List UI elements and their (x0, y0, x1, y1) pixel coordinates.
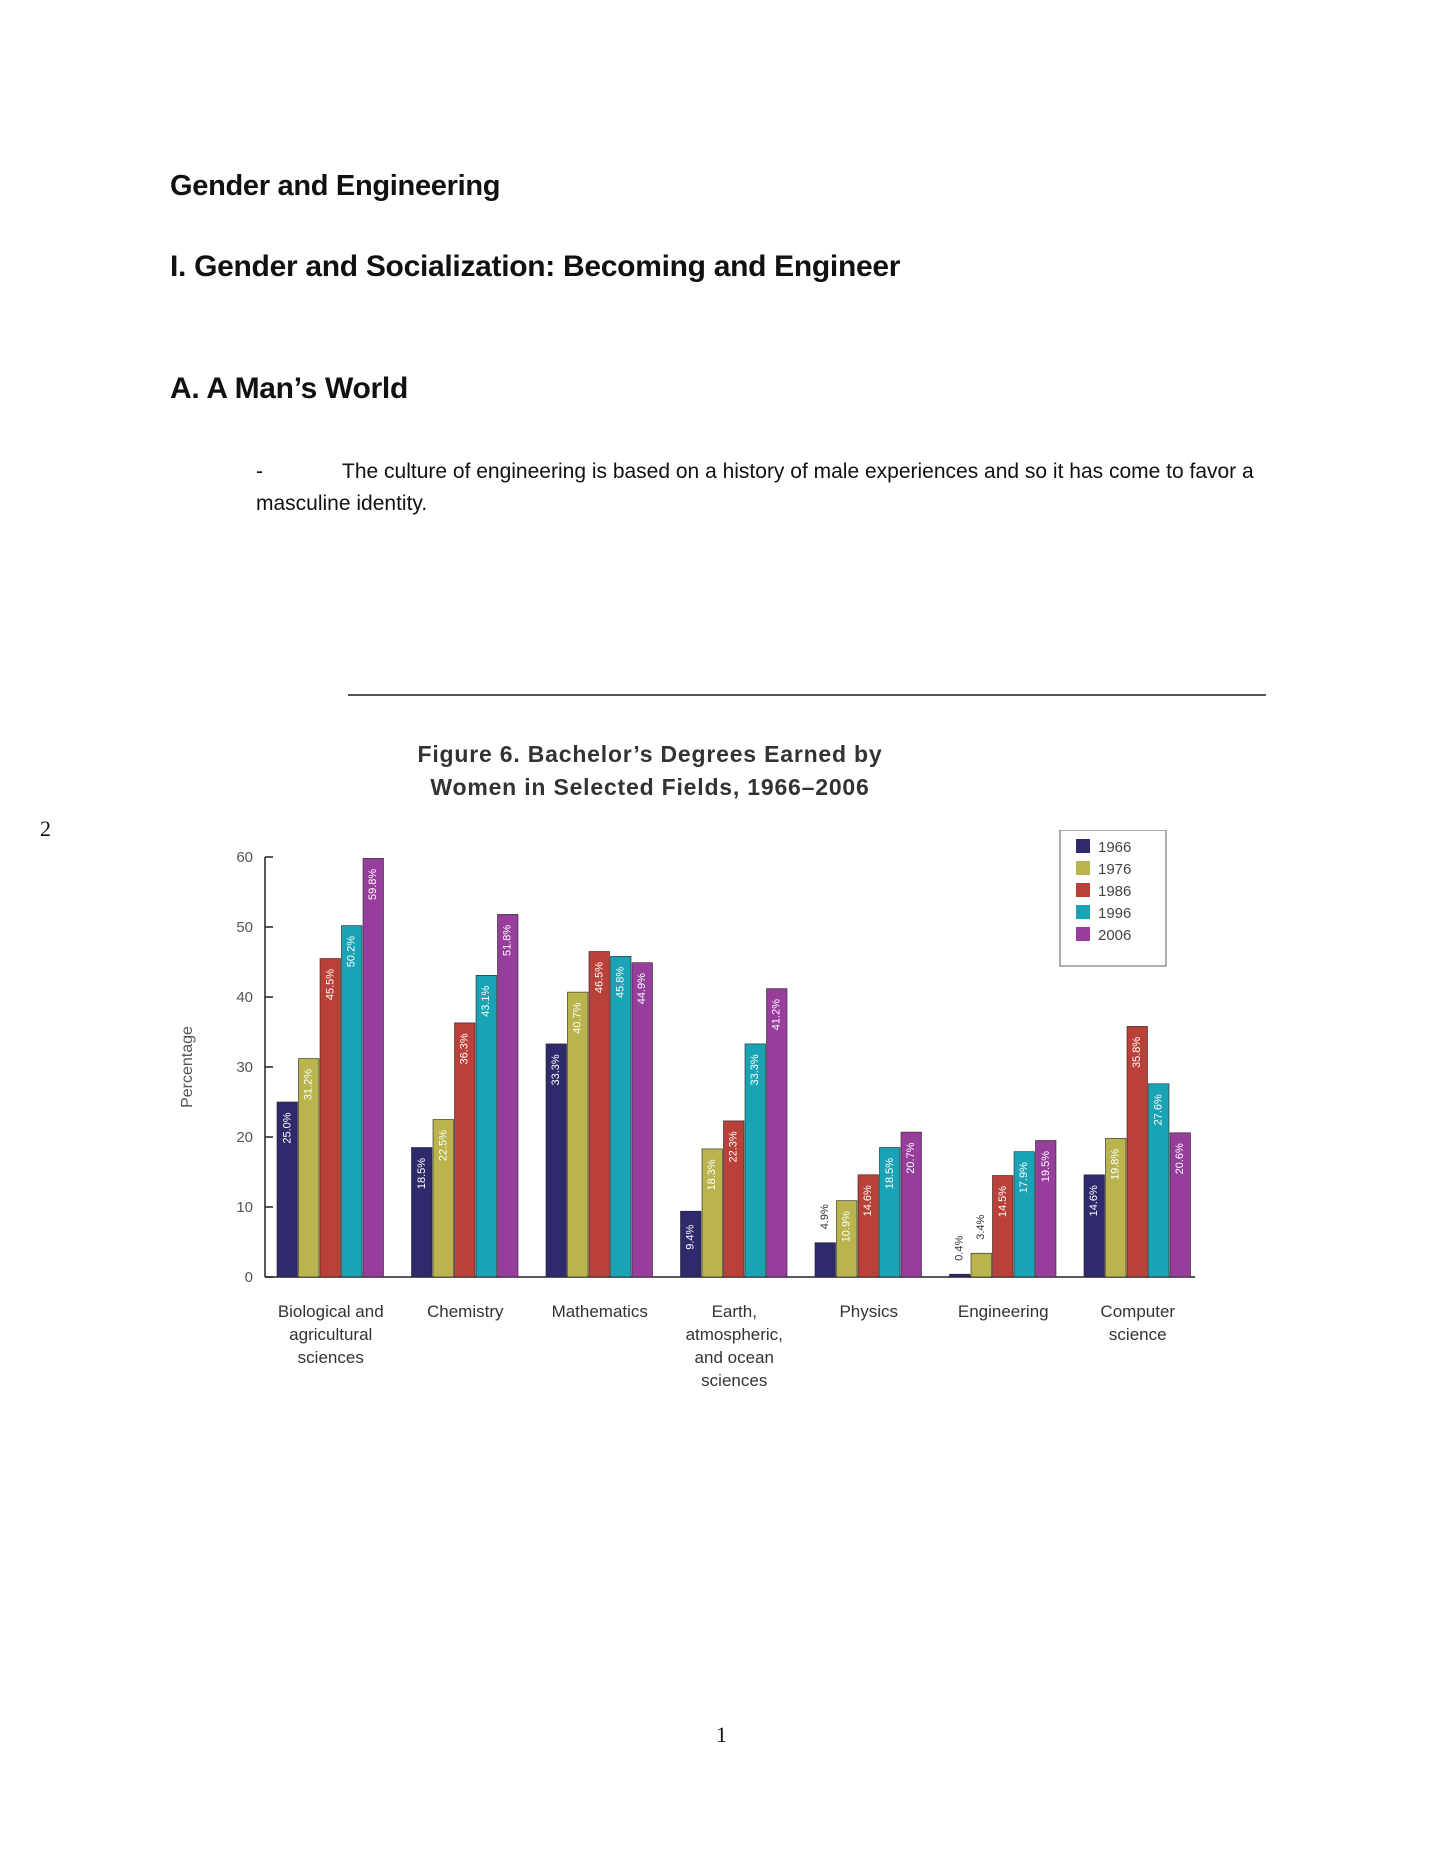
bullet-text: The culture of engineering is based on a history of male experiences and so it has come to favor a masculine identity. (256, 460, 1254, 515)
bar (320, 959, 341, 1278)
data-label: 18.3% (706, 1159, 719, 1191)
bar (476, 975, 497, 1277)
data-label: 14.6% (1088, 1185, 1101, 1217)
bar (815, 1243, 836, 1277)
data-label: 51.8% (501, 924, 514, 957)
figure-divider (348, 694, 1266, 696)
bar-chart (170, 830, 1210, 1410)
legend-label: 1986 (1098, 883, 1132, 900)
data-label: 0.4% (953, 1235, 966, 1261)
y-tick-label: 50 (236, 919, 253, 936)
category-label: atmospheric, (685, 1325, 783, 1344)
data-label: 27.6% (1152, 1094, 1165, 1126)
data-label: 22.3% (727, 1131, 740, 1163)
data-label: 43.1% (480, 985, 493, 1017)
category-label: and ocean (694, 1348, 774, 1367)
data-label: 17.9% (1018, 1162, 1031, 1194)
legend-label: 1996 (1098, 905, 1132, 922)
bar (971, 1253, 992, 1277)
y-axis-label: Percentage (179, 1026, 196, 1108)
y-tick-label: 60 (236, 849, 253, 866)
data-label: 18.5% (883, 1157, 896, 1190)
legend-swatch (1076, 883, 1090, 897)
category-label: Mathematics (551, 1302, 648, 1321)
bar (950, 1274, 971, 1277)
bar (589, 952, 610, 1278)
bar (632, 963, 653, 1277)
legend-label: 1966 (1098, 839, 1132, 856)
data-label: 9.4% (684, 1224, 697, 1250)
category-label: Computer (1100, 1302, 1176, 1321)
margin-number: 2 (40, 816, 51, 841)
figure-title-line-1: Figure 6. Bachelor’s Degrees Earned by (417, 741, 883, 767)
section-heading: I. Gender and Socialization: Becoming and Engineer (170, 250, 901, 283)
data-label: 36.3% (458, 1033, 471, 1065)
data-label: 14.5% (996, 1185, 1009, 1218)
data-label: 46.5% (593, 961, 606, 994)
data-label: 31.2% (302, 1068, 315, 1101)
category-label: sciences (701, 1371, 768, 1390)
category-label: science (1108, 1325, 1167, 1344)
figure-title (340, 738, 960, 804)
data-label: 33.3% (749, 1054, 762, 1086)
subsection-heading: A. A Man’s World (170, 372, 408, 405)
data-label: 41.2% (770, 998, 783, 1031)
y-tick-label: 0 (244, 1269, 253, 1286)
data-label: 25.0% (281, 1112, 294, 1144)
y-tick-label: 40 (236, 989, 253, 1006)
data-label: 19.5% (1039, 1150, 1052, 1183)
bar (342, 926, 363, 1277)
legend-swatch (1076, 839, 1090, 853)
legend-swatch (1076, 861, 1090, 875)
legend-swatch (1076, 905, 1090, 919)
y-tick-label: 20 (236, 1129, 253, 1146)
data-label: 40.7% (571, 1002, 584, 1034)
data-label: 14.6% (862, 1185, 875, 1217)
data-label: 22.5% (437, 1129, 450, 1162)
legend-label: 1976 (1098, 861, 1132, 878)
bar (363, 858, 384, 1277)
bullet-marker: - (256, 460, 263, 483)
figure-title-line-2: Women in Selected Fields, 1966–2006 (430, 774, 870, 800)
bullet-paragraph (256, 456, 1296, 520)
y-tick-label: 30 (236, 1059, 253, 1076)
data-label: 35.8% (1131, 1036, 1144, 1069)
category-label: agricultural (289, 1325, 373, 1344)
data-label: 20.6% (1174, 1143, 1187, 1175)
data-label: 3.4% (975, 1214, 988, 1240)
category-label: Chemistry (426, 1302, 504, 1321)
category-label: sciences (297, 1348, 364, 1367)
bar (611, 956, 632, 1277)
bar (568, 992, 589, 1277)
y-tick-label: 10 (236, 1199, 253, 1216)
category-label: Earth, (711, 1302, 757, 1321)
data-label: 19.8% (1109, 1148, 1122, 1181)
data-label: 33.3% (550, 1054, 563, 1086)
data-label: 45.8% (614, 966, 627, 999)
legend-label: 2006 (1098, 927, 1132, 944)
data-label: 4.9% (819, 1204, 832, 1230)
page-number: 1 (716, 1722, 727, 1747)
data-label: 45.5% (324, 968, 337, 1001)
category-label: Engineering (957, 1302, 1049, 1321)
data-label: 50.2% (345, 935, 358, 968)
category-label: Physics (839, 1302, 899, 1321)
bar (498, 914, 519, 1277)
legend-swatch (1076, 927, 1090, 941)
data-label: 59.8% (367, 868, 380, 901)
data-label: 10.9% (840, 1211, 853, 1243)
category-label: Biological and (277, 1302, 384, 1321)
document-title: Gender and Engineering (170, 170, 501, 202)
data-label: 20.7% (905, 1142, 918, 1174)
data-label: 44.9% (636, 973, 649, 1005)
bar (767, 989, 788, 1277)
data-label: 18.5% (415, 1157, 428, 1190)
